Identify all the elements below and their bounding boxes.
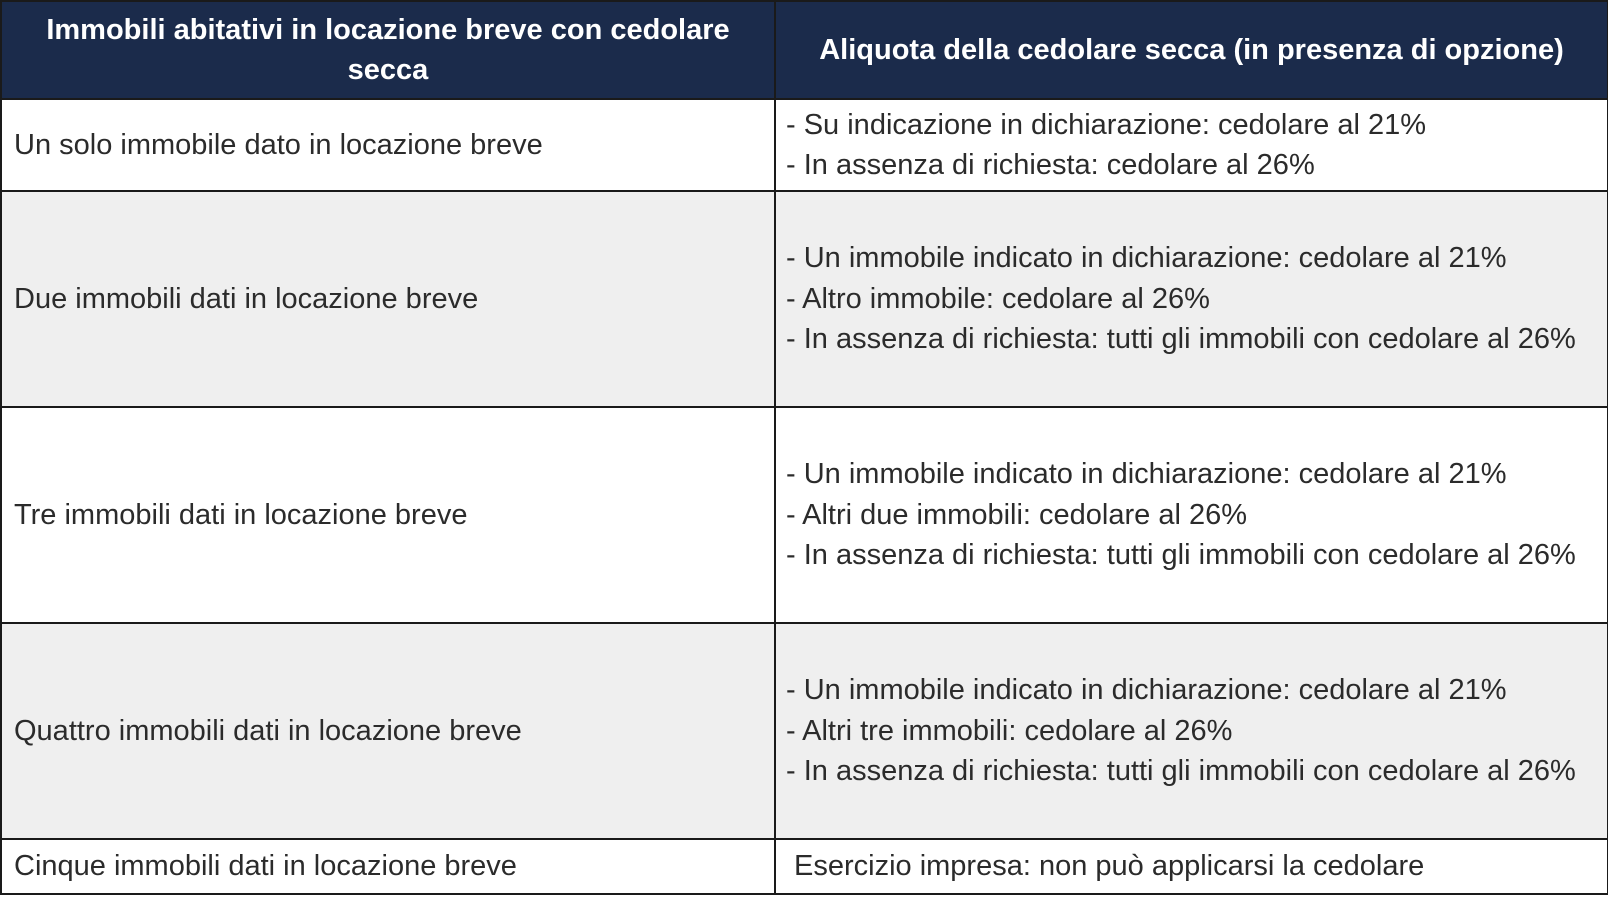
table-row	[1, 839, 1608, 894]
rate-line: - In assenza di richiesta: tutti gli immobili con cedolare al 26%	[786, 539, 1576, 572]
rate-cell	[775, 839, 1608, 894]
property-cell: Un solo immobile dato in locazione breve	[1, 99, 775, 191]
rate-line: - Altri tre immobili: cedolare al 26%	[786, 714, 1233, 747]
rate-line: - Un immobile indicato in dichiarazione: cedolare al 21%	[786, 242, 1507, 275]
rate-line: - Altri due immobili: cedolare al 26%	[786, 498, 1247, 531]
header-properties: Immobili abitativi in locazione breve con cedolare secca	[1, 1, 775, 99]
rate-line: Esercizio impresa: non può applicarsi la cedolare	[794, 850, 1425, 883]
rate-line: - Su indicazione in dichiarazione: cedolare al 21%	[786, 108, 1426, 141]
rate-line: - In assenza di richiesta: tutti gli immobili con cedolare al 26%	[786, 755, 1576, 788]
rate-line: - Un immobile indicato in dichiarazione: cedolare al 21%	[786, 674, 1507, 707]
header-row	[1, 1, 1608, 99]
table-row	[1, 407, 1608, 623]
property-cell: Cinque immobili dati in locazione breve	[1, 839, 775, 894]
property-cell: Quattro immobili dati in locazione breve	[1, 623, 775, 839]
table-row	[1, 191, 1608, 407]
rate-line: - In assenza di richiesta: cedolare al 26%	[786, 149, 1315, 181]
rate-cell	[775, 99, 1608, 191]
table-row	[1, 623, 1608, 839]
table-row	[1, 99, 1608, 191]
rate-cell	[775, 191, 1608, 407]
header-tax-rate: Aliquota della cedolare secca (in presenza di opzione)	[775, 1, 1608, 99]
rate-line: - Un immobile indicato in dichiarazione: cedolare al 21%	[786, 458, 1507, 491]
rate-cell	[775, 623, 1608, 839]
property-cell: Tre immobili dati in locazione breve	[1, 407, 775, 623]
rate-cell	[775, 407, 1608, 623]
rate-line: - In assenza di richiesta: tutti gli immobili con cedolare al 26%	[786, 323, 1576, 356]
rate-line: - Altro immobile: cedolare al 26%	[786, 282, 1210, 315]
property-cell: Due immobili dati in locazione breve	[1, 191, 775, 407]
